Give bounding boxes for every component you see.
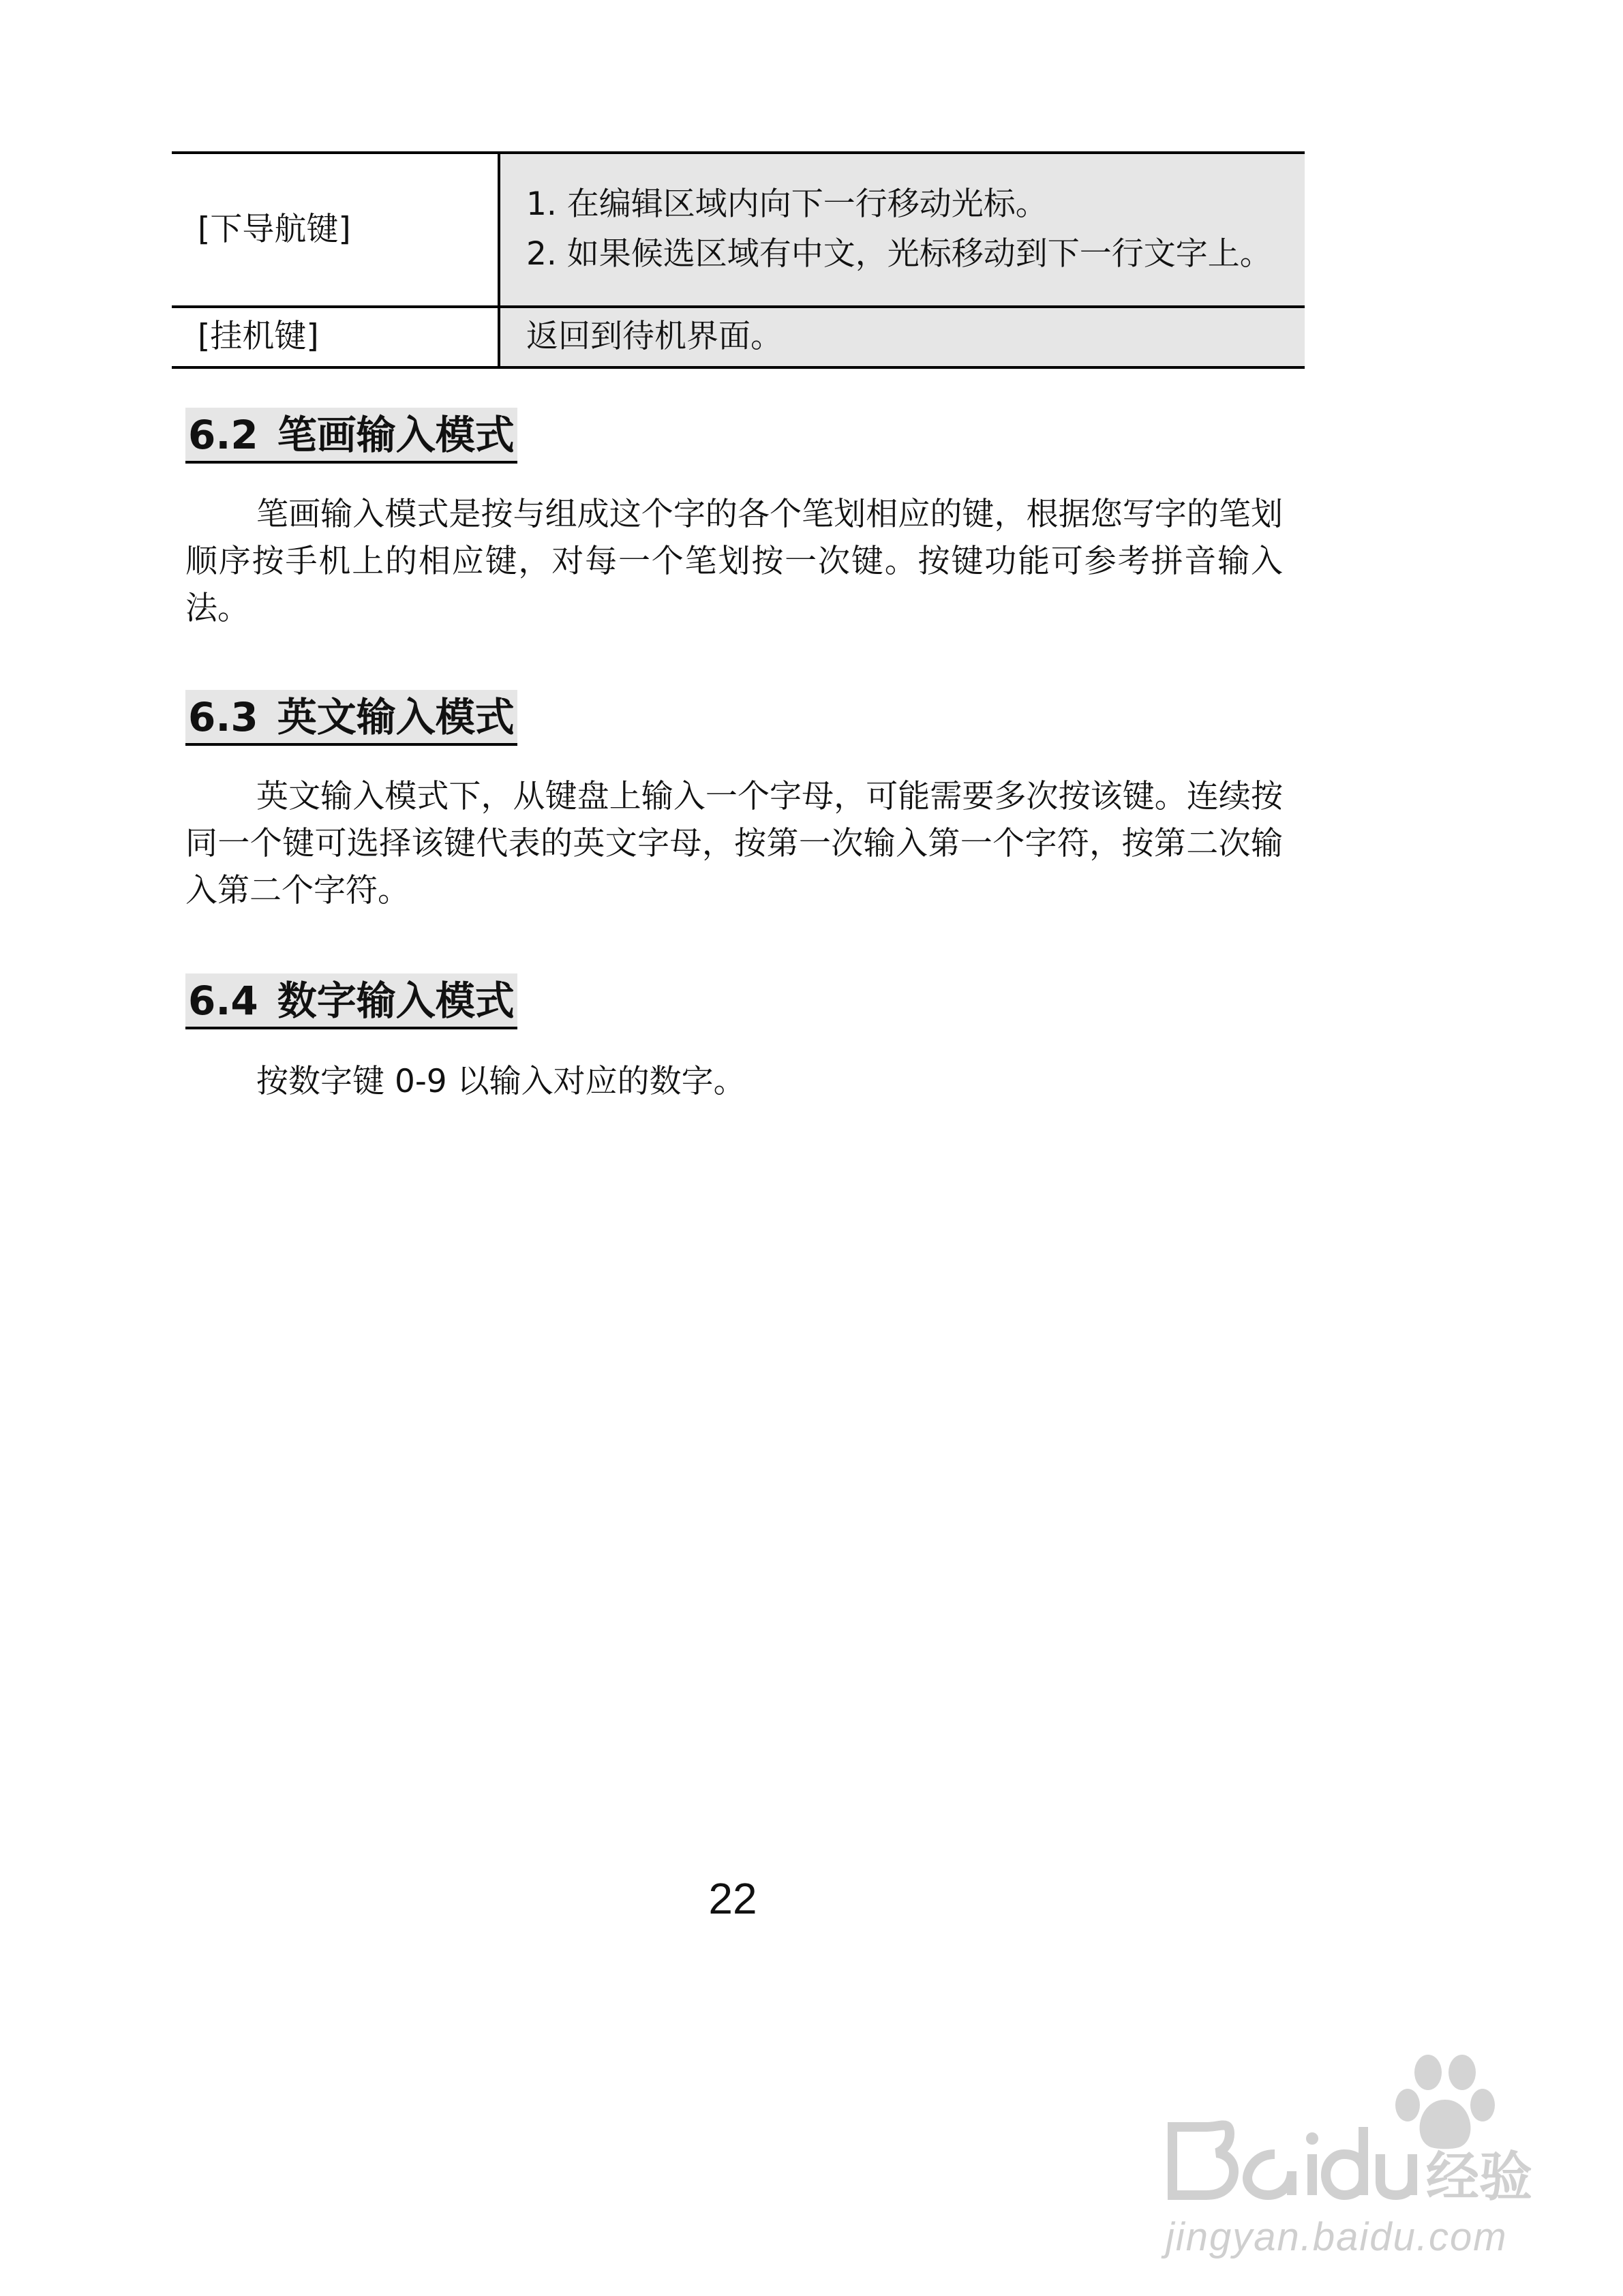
section-heading-6-4 bbox=[185, 973, 517, 1029]
section-title: 数字输入模式 bbox=[277, 978, 515, 1024]
key-description bbox=[499, 153, 1305, 307]
baidu-jingyan-watermark bbox=[1159, 2052, 1541, 2270]
section-number: 6.3 bbox=[188, 694, 258, 740]
baidu-paw-logo-icon bbox=[1159, 2052, 1541, 2209]
section-number: 6.2 bbox=[188, 412, 258, 458]
watermark-domain: jingyan.baidu.com bbox=[1166, 2215, 1508, 2259]
section-paragraph: 英文输入模式下，从键盘上输入一个字母，可能需要多次按该键。连续按同一个键可选择该键代表的英文字母，按第一次输入第一个字符，按第二次输入第二个字符。 bbox=[185, 778, 1283, 909]
key-function-table bbox=[172, 151, 1305, 369]
description-line: 1. 在编辑区域内向下一行移动光标。 bbox=[526, 185, 1048, 224]
svg-text:经验: 经验 bbox=[1426, 2147, 1533, 2208]
section-heading-6-3 bbox=[185, 690, 517, 746]
description-line: 返回到待机界面。 bbox=[526, 318, 783, 355]
key-name: [下导航键] bbox=[172, 153, 499, 307]
section-number: 6.4 bbox=[188, 978, 258, 1024]
table-row bbox=[172, 153, 1305, 307]
section-paragraph: 按数字键 0-9 以输入对应的数字。 bbox=[256, 1063, 746, 1100]
table-row bbox=[172, 307, 1305, 367]
section-title: 英文输入模式 bbox=[277, 694, 515, 740]
key-name: [挂机键] bbox=[172, 307, 499, 367]
description-line: 2. 如果候选区域有中文，光标移动到下一行文字上。 bbox=[526, 235, 1272, 273]
section-heading-6-2 bbox=[185, 408, 517, 464]
page-number: 22 bbox=[708, 1874, 757, 1923]
section-title: 笔画输入模式 bbox=[277, 412, 515, 458]
section-paragraph: 笔画输入模式是按与组成这个字的各个笔划相应的键，根据您写字的笔划顺序按手机上的相应键，对每一个笔划按一次键。按键功能可参考拼音输入法。 bbox=[185, 496, 1283, 627]
key-description bbox=[499, 307, 1305, 367]
